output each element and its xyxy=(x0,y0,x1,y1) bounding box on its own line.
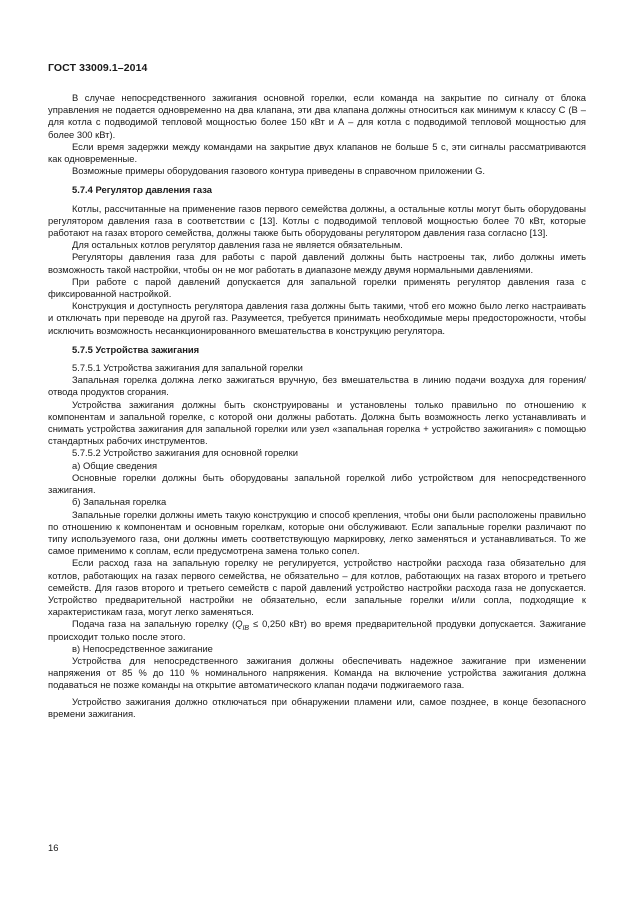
paragraph-regulator-design: Конструкция и доступность регулятора давления газа должны быть такими, чтоб его можно было легко настраивать и отключать при переводе на другой газ. Разумеется, требуется принимать необходимые меры предосторожности, чтобы исключить возможность несанкционированного вмешательства в конструкцию регулятора. xyxy=(48,300,586,336)
document-body xyxy=(48,92,586,720)
section-heading-5-7-5: 5.7.5 Устройства зажигания xyxy=(72,343,200,355)
symbol-q: Q xyxy=(235,618,243,630)
paragraph-regulator-optional: Для остальных котлов регулятор давления газа не является обязательным. xyxy=(72,239,403,251)
paragraph-gas-flow-setting: Если расход газа на запальную горелку не регулируется, устройство настройки расхода газа обязательно для котлов, работающих на газах первого семейства, не обязательно – для котлов, работающих на газах второго и третьего семейств. Для газов второго и третьего семейств с парой давлений устройство настройки расхода газа не допускается. Устройство предварительной настройки не обязательно, если запальные горелки и/или сопла, подходящие к характеристикам газа, могут легко заменяться. xyxy=(48,557,586,618)
subsection-5-7-5-1: 5.7.5.1 Устройства зажигания для запальной горелки xyxy=(72,362,303,374)
paragraph-main-burners: Основные горелки должны быть оборудованы запальной горелкой либо устройством для непосредственного зажигания. xyxy=(48,471,586,496)
item-c-direct-ignition: в) Непосредственное зажигание xyxy=(72,642,213,654)
symbol-q-subscript: IB xyxy=(242,625,250,633)
paragraph-ignition-shutoff: Устройство зажигания должно отключаться при обнаружении пламени или, самое позднее, в конце безопасного времени зажигания. xyxy=(48,695,586,719)
paragraph-delay-time: Если время задержки между командами на закрытие двух клапанов не больше 5 с, эти сигналы рассматриваются как одновременные. xyxy=(48,140,586,165)
section-heading-5-7-4: 5.7.4 Регулятор давления газа xyxy=(72,184,212,196)
paragraph-pilot-gas-supply: Подача газа на запальную горелку ($Q_{IB} \le 0,250$ кВт) во время предварительной продувки допускается. Зажигание происходит только после этого. xyxy=(48,618,586,642)
paragraph-first-family-regulator: Котлы, рассчитанные на применение газов первого семейства должны, а остальные котлы могут быть оборудованы регулятором давления газа в соответствии с [13]. Котлы с подводимой тепловой мощностью более 70 кВт, которые работают на газах второго семейства, должны также быть оборудованы регулятором давления газа согласно [13]. xyxy=(48,202,586,239)
paragraph-pilot-regulator: При работе с парой давлений допускается для запальной горелки применять регулятор давления газа с фиксированной настройкой. xyxy=(48,275,586,300)
item-a-general: а) Общие сведения xyxy=(72,459,158,471)
standard-designation: ГОСТ 33009.1–2014 xyxy=(48,62,148,74)
subsection-5-7-5-2: 5.7.5.2 Устройство зажигания для основной горелки xyxy=(72,447,298,459)
paragraph-direct-ignition-valves: В случае непосредственного зажигания основной горелки, если команда на закрытие по сигналу от блока управления не подается одновременно на два клапана, эти два клапана должны относиться как минимум к классу С (В – для котла с подводимой тепловой мощностью более 150 кВт и А – для котла с подводимой тепловой мощностью для более 300 кВт). xyxy=(48,92,586,140)
paragraph-pilot-manual-ignition: Запальная горелка должна легко зажигаться вручную, без вмешательства в линию подачи воздуха для горения/отвода продуктов сгорания. xyxy=(48,374,586,398)
paragraph-pilot-construction: Запальные горелки должны иметь такую конструкцию и способ крепления, чтобы они были расположены правильно по отношению к компонентам и основным горелкам, которые они обслуживают. Если запальные горелки различают по типу используемого газа, они должны иметь соответствующую маркировку, легко заменяться и устанавливаться. То же самое применимо к соплам, если предусмотрена замена только сопел. xyxy=(48,508,586,557)
paragraph-ignition-devices-design: Устройства зажигания должны быть сконструированы и установлены только правильно по отношению к компонентам и запальной горелке, с которой они должны работать. Должна быть возможность легко устанавливать и снимать устройства зажигания для запальной горелки или узел «запальная горелка + устройство зажигания» с помощью стандартных рабочих инструментов. xyxy=(48,398,586,447)
paragraph-pressure-pair: Регуляторы давления газа для работы с парой давлений должны быть настроены так, либо должны иметь возможность такой настройки, чтобы он не мог работать в диапазоне между двумя нормальными давлениями. xyxy=(48,251,586,275)
paragraph-direct-ignition-voltage: Устройства для непосредственного зажигания должны обеспечивать надежное зажигание при изменении напряжения от 85 % до 110 % номинального напряжения. Команда на включение устройства зажигания должна подаваться не позже команды на открытие автоматического клапан подачи поджигаемого газа. xyxy=(48,654,586,691)
paragraph-appendix-g: Возможные примеры оборудования газового контура приведены в справочном приложении G. xyxy=(72,165,486,177)
item-b-pilot-burner: б) Запальная горелка xyxy=(72,496,167,508)
page-number: 16 xyxy=(48,842,59,853)
